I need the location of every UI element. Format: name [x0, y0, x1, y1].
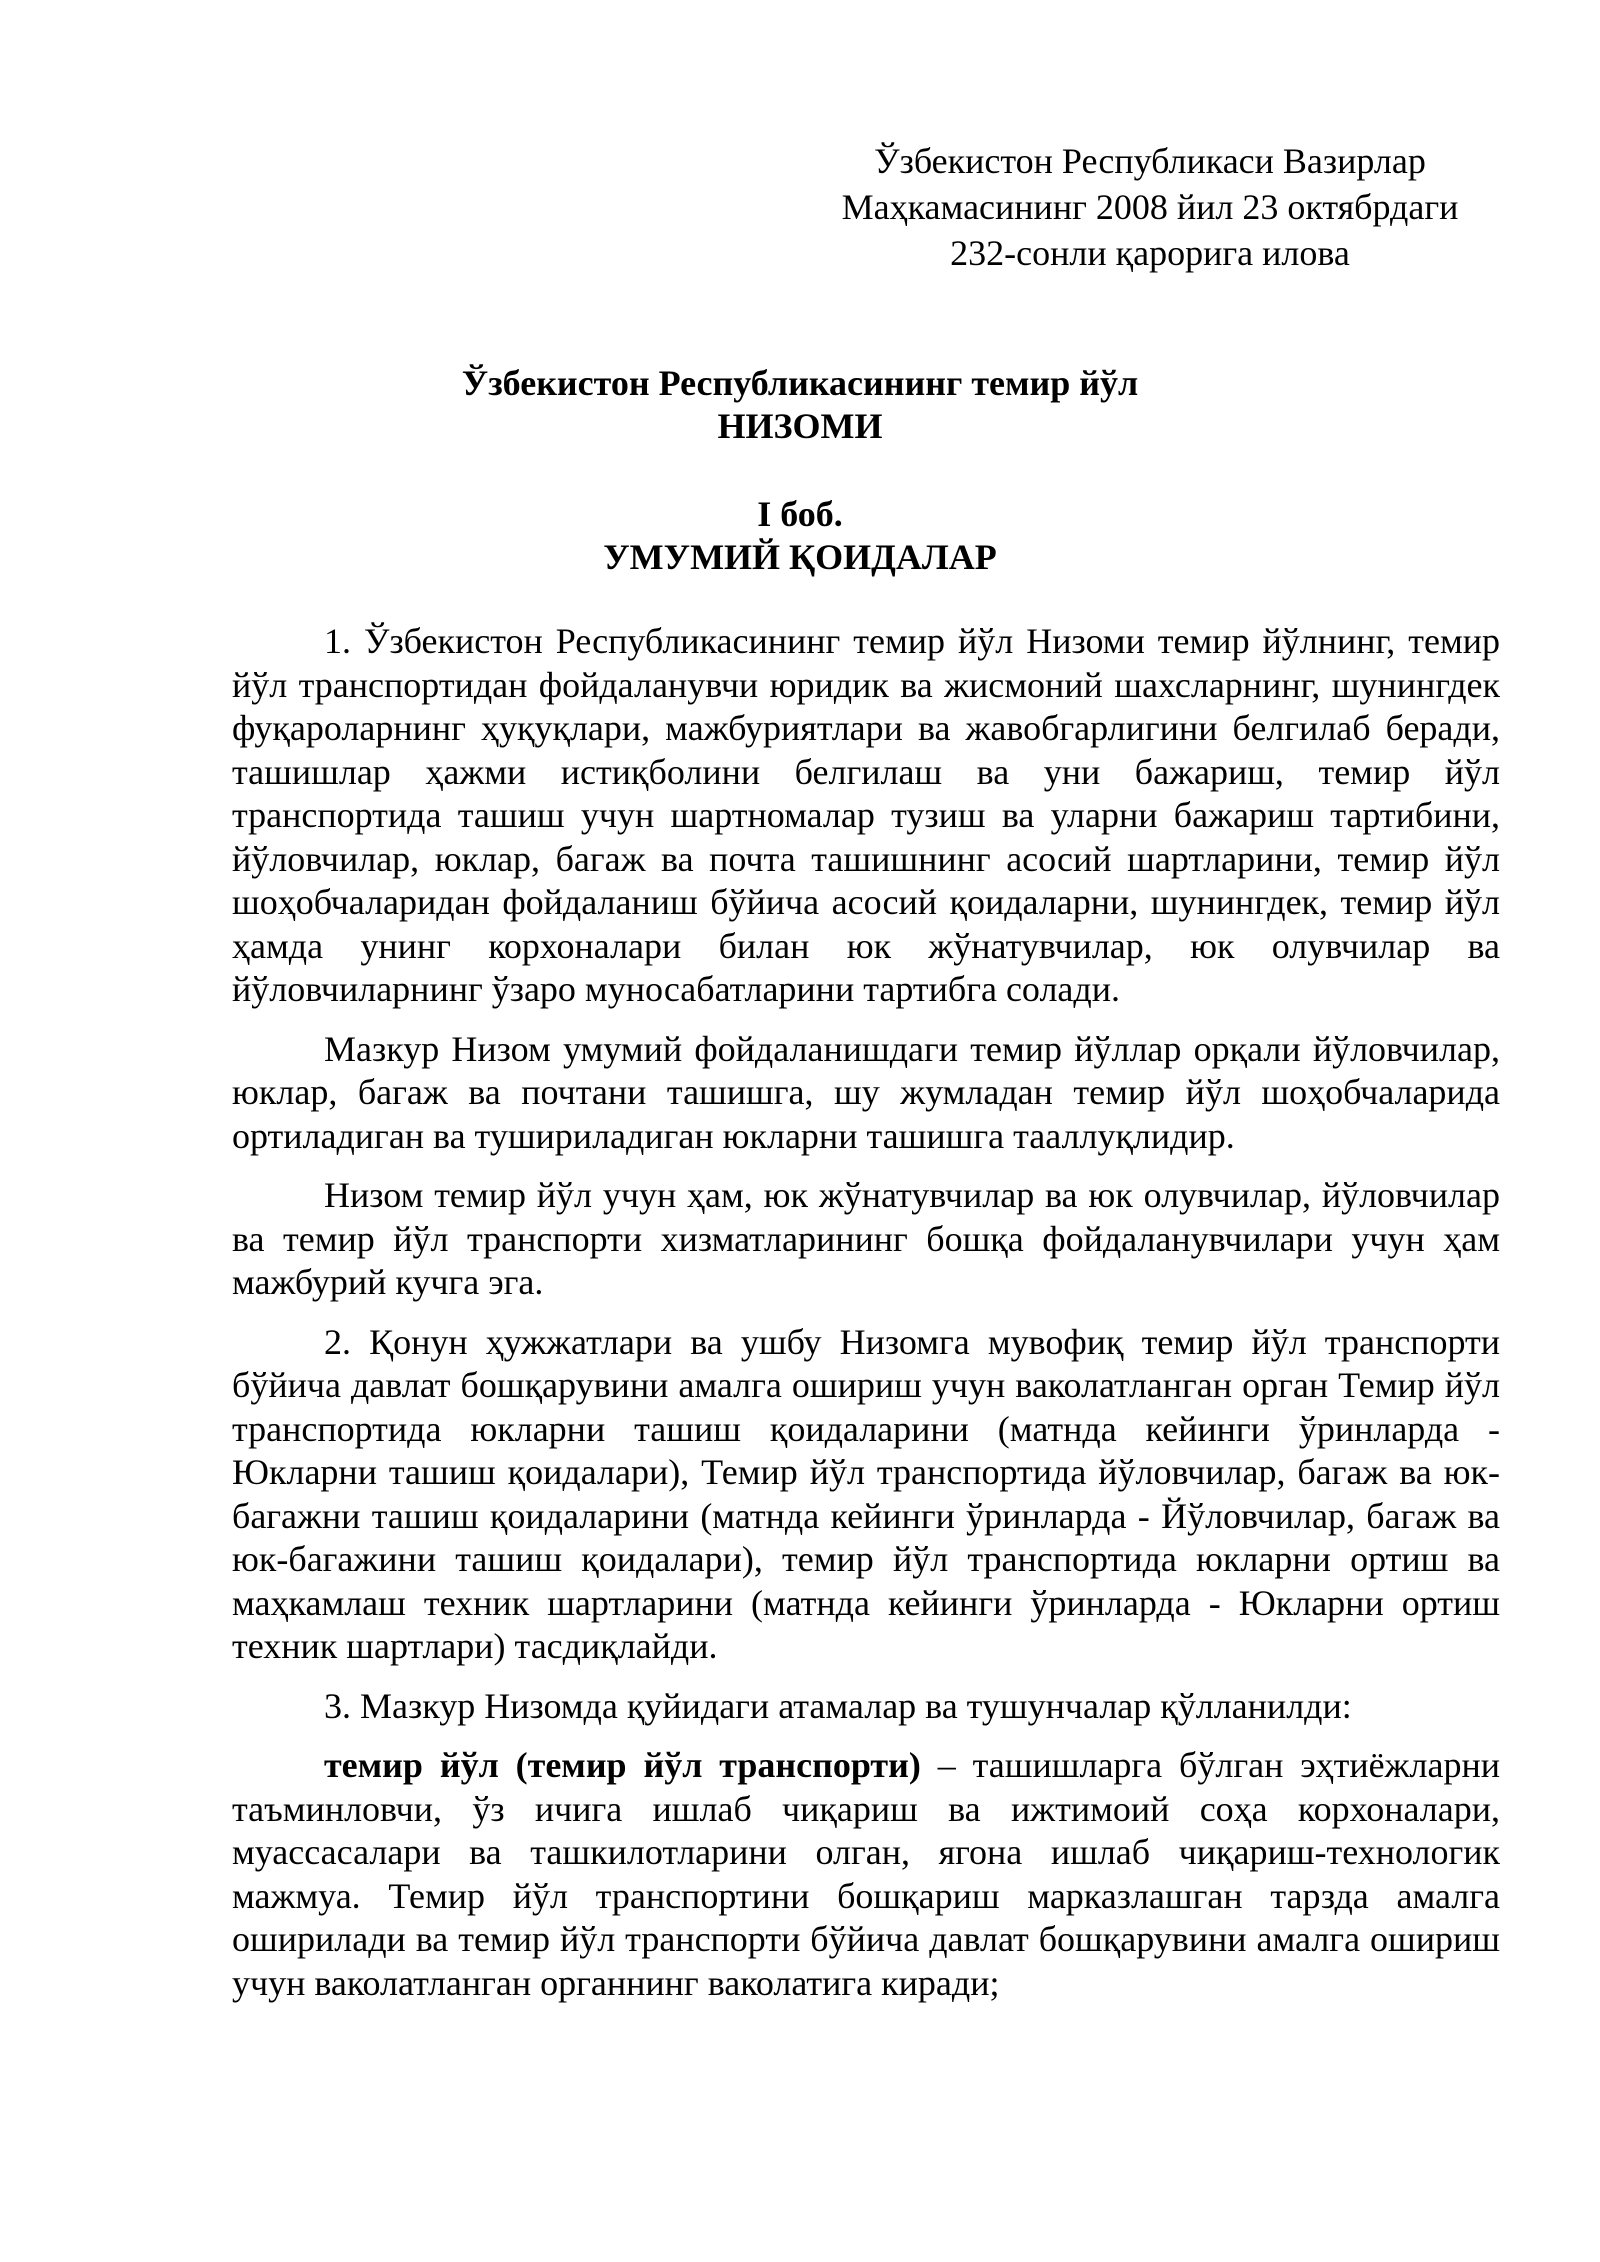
body-text [232, 620, 1500, 2021]
paragraph-2: Мазкур Низом умумий фойдаланишдаги темир йўллар орқали йўловчилар, юклар, багаж ва почтани ташишга, шу жумладан темир йўл шоҳобчаларида ортиладиган ва тушириладиган юкларни ташишга тааллуқлидир. [232, 1028, 1500, 1156]
approval-line-3: 232-сонли қарорига илова [950, 233, 1350, 273]
paragraph-5: 3. Мазкур Низомда қуйидаги атамалар ва тушунчалар қўлланилди: [324, 1685, 1352, 1726]
definition-text: – ташишларга бўлган эҳтиёжларни таъминловчи, ўз ичига ишлаб чиқариш ва ижтимоий соҳа корхоналари, муассасалари ва ташкилотларини олган, ягона ишлаб чиқариш-технологик мажмуа. Темир йўл транспортини бошқариш марказлашган тарзда амалга оширилади ва темир йўл транспорти бўйича давлат бошқарувини амалга ошириш учун ваколатланган органнинг ваколатига киради; [232, 1745, 1500, 2003]
chapter-number: I боб. [757, 494, 843, 534]
paragraph-3: Низом темир йўл учун ҳам, юк жўнатувчилар ва юк олувчилар, йўловчилар ва темир йўл транспорти хизматларининг бошқа фойдаланувчилари учун ҳам мажбурий кучга эга. [232, 1175, 1500, 1302]
definition-term: темир йўл (темир йўл транспорти) [324, 1745, 921, 1785]
paragraph-1: 1. Ўзбекистон Республикасининг темир йўл Низоми темир йўлнинг, темир йўл транспортидан фойдаланувчи юридик ва жисмоний шахсларнинг, шунингдек фуқароларнинг ҳуқуқлари, мажбуриятлари ва жавобгарлигини белгилаб беради, ташишлар ҳажми истиқболини белгилаш ва уни бажариш, темир йўл транспортида ташиш учун шартномалар тузиш ва уларни бажариш тартибини, йўловчилар, юклар, багаж ва почта ташишнинг асосий шартларини, темир йўл шоҳобчаларидан фойдаланиш бўйича асосий қоидаларни, шунингдек, темир йўл ҳамда унинг корхоналари билан юк жўнатувчилар, юк олувчилар ва йўловчиларнинг ўзаро муносабатларини тартибга солади. [232, 621, 1500, 1009]
approval-line-1: Ўзбекистон Республикаси Вазирлар [874, 141, 1426, 181]
title-line-2: НИЗОМИ [717, 406, 883, 446]
chapter-name: УМУМИЙ ҚОИДАЛАР [603, 537, 997, 577]
paragraph-6 [232, 1744, 1500, 2005]
paragraph-4: 2. Қонун ҳужжатлари ва ушбу Низомга мувофиқ темир йўл транспорти бўйича давлат бошқарувини амалга ошириш учун ваколатланган орган Темир йўл транспортида юкларни ташиш қоидаларини (матнда кейинги ўринларда - Юкларни ташиш қоидалари), Темир йўл транспортида йўловчилар, багаж ва юк-багажни ташиш қоидаларини (матнда кейинги ўринларда - Йўловчилар, багаж ва юк-багажини ташиш қоидалари), темир йўл транспортида юкларни ортиш ва маҳкамлаш техник шартларини (матнда кейинги ўринларда - Юкларни ортиш техник шартлари) тасдиқлайди. [232, 1321, 1500, 1666]
approval-note [800, 138, 1500, 276]
document-title [0, 362, 1600, 448]
chapter-heading [0, 493, 1600, 579]
approval-line-2: Маҳкамасининг 2008 йил 23 октябрдаги [841, 187, 1459, 227]
title-line-1: Ўзбекистон Республикасининг темир йўл [461, 363, 1139, 403]
